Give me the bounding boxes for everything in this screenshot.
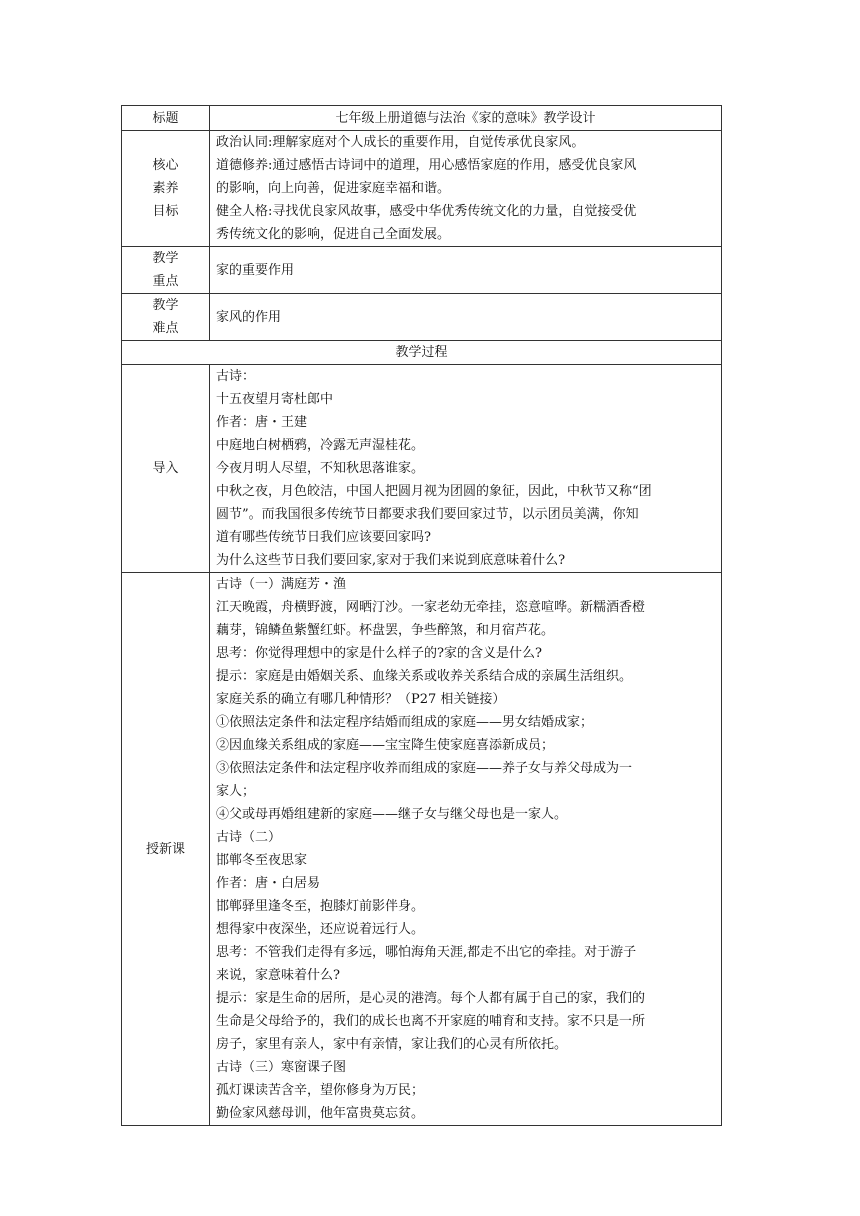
new-lesson-line: ④父或母再婚组建新的家庭——继子女与继父母也是一家人。 — [216, 807, 568, 822]
new-lesson-line: 房子，家里有亲人，家中有亲情，家让我们的心灵有所依托。 — [216, 1037, 568, 1052]
intro-content — [210, 365, 722, 573]
new-lesson-line: ①依照法定条件和法定程序结婚而组成的家庭——男女结婚成家； — [216, 715, 594, 730]
intro-line: 十五夜望月寄杜郎中 — [216, 392, 334, 407]
core-literacy-label — [122, 131, 210, 247]
key-point-label-line-2: 重点 — [152, 274, 179, 289]
new-lesson-line: 古诗（一）满庭芳・渔 — [216, 577, 347, 592]
key-point-label — [122, 247, 210, 294]
new-lesson-line: 勤俭家风慈母训，他年富贵莫忘贫。 — [216, 1106, 425, 1121]
title-value: 七年级上册道德与法治《家的意味》教学设计 — [210, 106, 722, 131]
new-lesson-label: 授新课 — [122, 573, 210, 1126]
intro-line: 中秋之夜，月色皎洁，中国人把圆月视为团圆的象征，因此，中秋节又称“团 — [216, 484, 652, 499]
core-literacy-content — [210, 131, 722, 247]
core-line: 的影响，向上向善，促进家庭幸福和谐。 — [216, 181, 451, 196]
process-heading-row — [122, 341, 722, 365]
lesson-plan-table — [121, 105, 722, 1126]
new-lesson-line: 提示：家是生命的居所，是心灵的港湾。每个人都有属于自己的家，我们的 — [216, 991, 646, 1006]
new-lesson-line: 提示：家庭是由婚姻关系、血缘关系或收养关系结合成的亲属生活组织。 — [216, 669, 633, 684]
intro-line: 道有哪些传统节日我们应该要回家吗? — [216, 530, 431, 545]
new-lesson-line: 来说，家意味着什么? — [216, 968, 340, 983]
new-lesson-line: ②因血缘关系组成的家庭——宝宝降生使家庭喜添新成员； — [216, 738, 555, 753]
process-heading: 教学过程 — [122, 341, 722, 365]
difficulty-label-line-1: 教学 — [152, 298, 179, 313]
key-point-label-line-1: 教学 — [152, 251, 179, 266]
core-line: 秀传统文化的影响，促进自己全面发展。 — [216, 227, 451, 242]
key-point-value: 家的重要作用 — [210, 247, 722, 294]
new-lesson-line: 藕芽，锦鳞鱼紫蟹红虾。杯盘罢，争些醉煞，和月宿芦花。 — [216, 623, 555, 638]
core-label-line-2: 素养 — [152, 181, 179, 196]
new-lesson-line: 想得家中夜深坐，还应说着远行人。 — [216, 922, 425, 937]
intro-line: 为什么这些节日我们要回家,家对于我们来说到底意味着什么? — [216, 553, 566, 568]
core-label-line-1: 核心 — [152, 158, 179, 173]
intro-line: 中庭地白树栖鸦，冷露无声湿桂花。 — [216, 438, 425, 453]
title-row — [122, 106, 722, 131]
new-lesson-line: ③依照法定条件和法定程序收养而组成的家庭——养子女与养父母成为一 — [216, 761, 633, 776]
core-line: 健全人格:寻找优良家风故事，感受中华优秀传统文化的力量，自觉接受优 — [216, 204, 637, 219]
intro-row — [122, 365, 722, 573]
new-lesson-line: 思考：你觉得理想中的家是什么样子的?家的含义是什么? — [216, 646, 542, 661]
new-lesson-line: 家人； — [216, 784, 256, 799]
key-point-row — [122, 247, 722, 294]
new-lesson-line: 江天晚霞，舟横野渡，网晒汀沙。一家老幼无牵挂，恣意喧哗。新糯酒香橙 — [216, 600, 646, 615]
difficulty-row — [122, 294, 722, 341]
intro-line: 今夜月明人尽望，不知秋思落谁家。 — [216, 461, 425, 476]
title-label: 标题 — [122, 106, 210, 131]
new-lesson-line: 邯郸驿里逢冬至，抱膝灯前影伴身。 — [216, 899, 425, 914]
new-lesson-line: 古诗（二） — [216, 830, 282, 845]
difficulty-label — [122, 294, 210, 341]
new-lesson-line: 生命是父母给予的，我们的成长也离不开家庭的哺育和支持。家不只是一所 — [216, 1014, 646, 1029]
difficulty-value: 家风的作用 — [210, 294, 722, 341]
new-lesson-line: 古诗（三）寒窗课子图 — [216, 1060, 347, 1075]
new-lesson-content — [210, 573, 722, 1126]
core-line: 政治认同:理解家庭对个人成长的重要作用，自觉传承优良家风。 — [216, 135, 585, 150]
intro-line: 作者：唐・王建 — [216, 415, 308, 430]
core-line: 道德修养:通过感悟古诗词中的道理，用心感悟家庭的作用，感受优良家风 — [216, 158, 637, 173]
new-lesson-line: 家庭关系的确立有哪几种情形？（P27 相关链接） — [216, 692, 506, 707]
core-literacy-row — [122, 131, 722, 247]
intro-label: 导入 — [122, 365, 210, 573]
intro-line: 圆节”。而我国很多传统节日都要求我们要回家过节，以示团员美满，你知 — [216, 507, 639, 522]
new-lesson-line: 邯郸冬至夜思家 — [216, 853, 308, 868]
difficulty-label-line-2: 难点 — [152, 321, 179, 336]
new-lesson-line: 孤灯课读苦含辛，望你修身为万民； — [216, 1083, 425, 1098]
new-lesson-line: 作者：唐・白居易 — [216, 876, 321, 891]
new-lesson-row — [122, 573, 722, 1126]
new-lesson-line: 思考：不管我们走得有多远，哪怕海角天涯,都走不出它的牵挂。对于游子 — [216, 945, 637, 960]
core-label-line-3: 目标 — [152, 204, 179, 219]
intro-line: 古诗： — [216, 369, 256, 384]
